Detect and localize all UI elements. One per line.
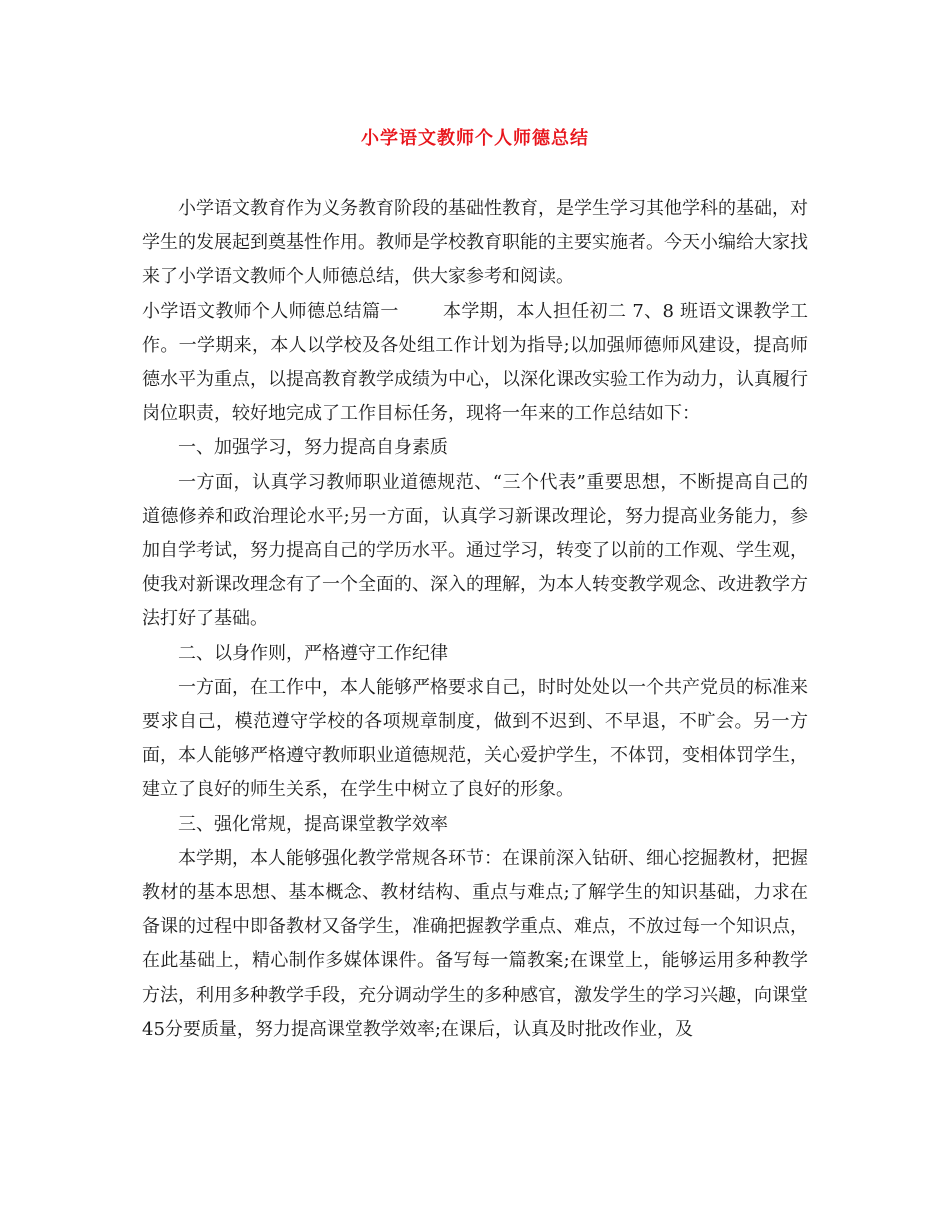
section-label: 小学语文教师个人师德总结篇一 (142, 300, 399, 322)
paragraph-one: 一方面，认真学习教师职业道德规范、“三个代表”重要思想，不断提高自己的道德修养和政治理论水平;另一方面，认真学习新课改理论，努力提高业务能力，参加自学考试，努力提高自己的学历水平。通过学习，转变了以前的工作观、学生观，使我对新课改理念有了一个全面的、深入的理解，为本人转变教学观念、改进教学方法打好了基础。 (142, 471, 808, 630)
section-paragraph (142, 295, 808, 432)
document-body (142, 192, 808, 1047)
paragraph-three: 本学期，本人能够强化教学常规各环节：在课前深入钻研、细心挖掘教材，把握教材的基本思想、基本概念、教材结构、重点与难点;了解学生的知识基础，力求在备课的过程中即备教材又备学生，准确把握教学重点、难点，不放过每一个知识点，在此基础上，精心制作多媒体课件。备写每一篇教案;在课堂上，能够运用多种教学方法，利用多种教学手段，充分调动学生的多种感官，激发学生的学习兴趣，向课堂45分要质量，努力提高课堂教学效率;在课后，认真及时批改作业，及 (142, 847, 808, 1040)
paragraph-two: 一方面，在工作中，本人能够严格要求自己，时时处处以一个共产党员的标准来要求自己，模范遵守学校的各项规章制度，做到不迟到、不早退，不旷会。另一方面，本人能够严格遵守教师职业道德规范，关心爱护学生，不体罚，变相体罚学生，建立了良好的师生关系，在学生中树立了良好的形象。 (142, 676, 808, 801)
intro-paragraph: 小学语文教育作为义务教育阶段的基础性教育，是学生学习其他学科的基础，对学生的发展起到奠基性作用。教师是学校教育职能的主要实施者。今天小编给大家找来了小学语文教师个人师德总结，供大家参考和阅读。 (142, 198, 808, 288)
document-title: 小学语文教师个人师德总结 (361, 128, 589, 149)
heading-three: 三、强化常规，提高课堂教学效率 (178, 813, 448, 835)
opening-text: 本学期，本人担任初二 7、8 班语文课教学工作。一学期来，本人以学校及各处组工作计划为指导;以加强师德师风建设，提高师德水平为重点，以提高教育教学成绩为中心，以深化课改实验工作为动力，认真履行岗位职责，较好地完成了工作目标任务，现将一年来的工作总结如下： (142, 300, 808, 425)
heading-two: 二、以身作则，严格遵守工作纪律 (178, 642, 448, 664)
heading-one: 一、加强学习，努力提高自身素质 (178, 437, 448, 459)
